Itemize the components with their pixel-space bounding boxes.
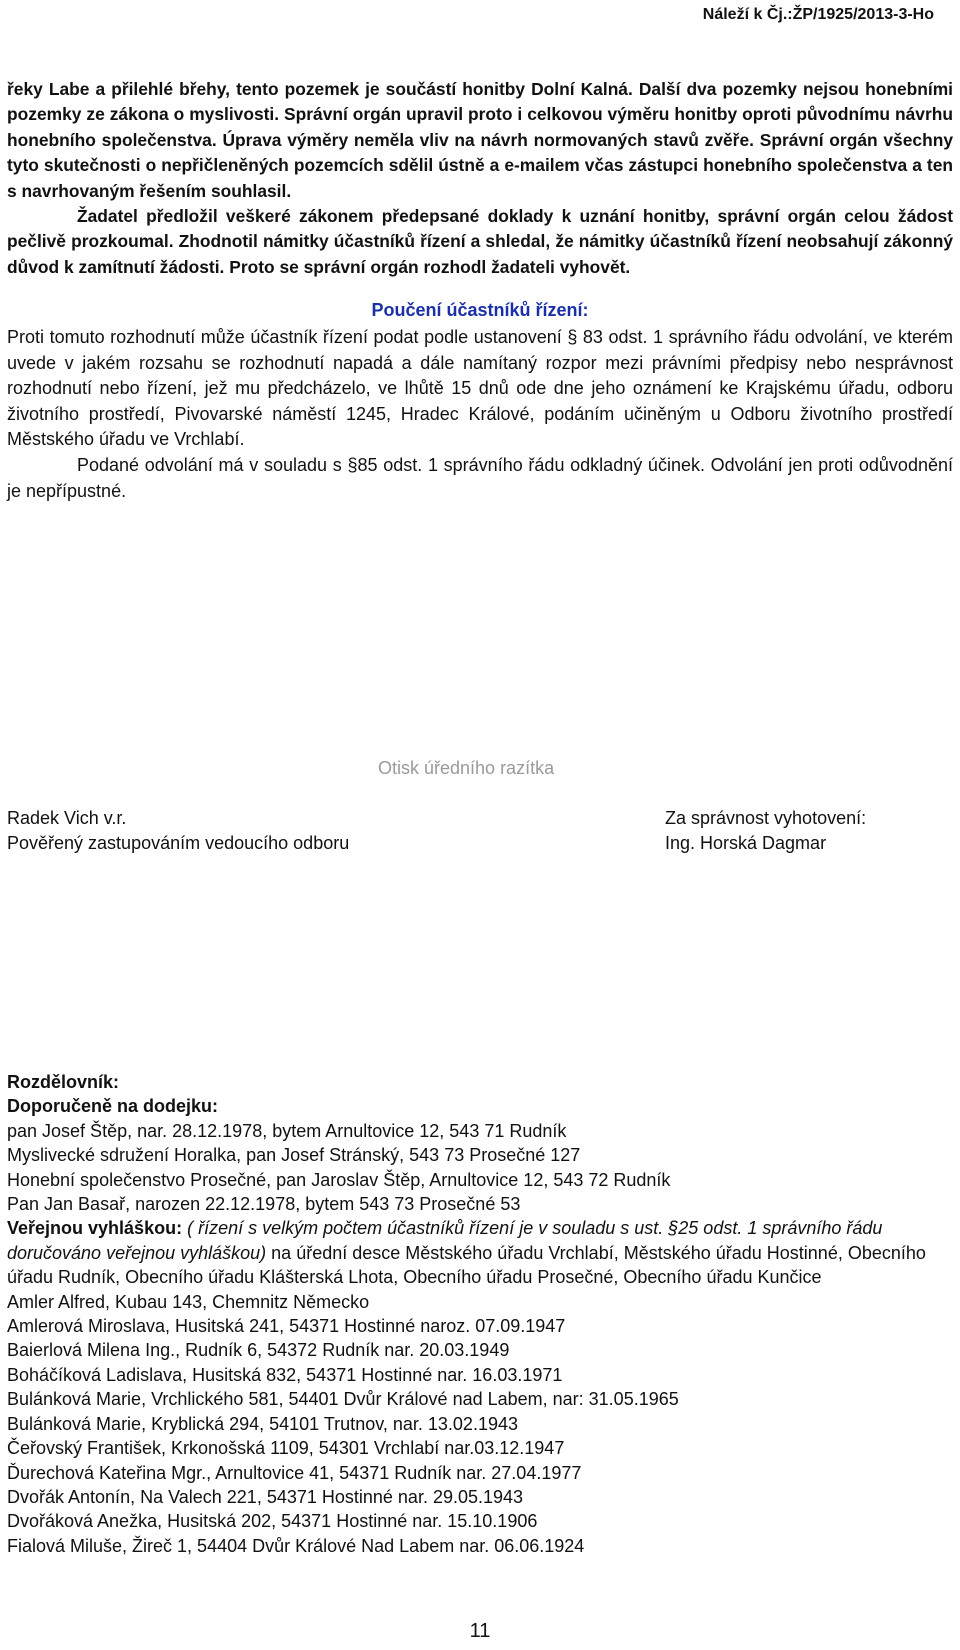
reasoning-paragraph-2: Žadatel předložil veškeré zákonem předepsané doklady k uznání honitby, správní orgán celou žádost pečlivě prozkoumal. Zhodnotil námitky účastníků řízení a shledal, že námitky účastníků řízení neobsahují zákonný důvod k zamítnutí žádosti. Proto se správní orgán rozhodl žadateli vyhovět. <box>7 206 953 277</box>
distribution-list <box>7 1070 953 1558</box>
verifier-name: Ing. Horská Dagmar <box>665 833 827 853</box>
page-number: 11 <box>469 1620 491 1642</box>
appeal-heading: Poučení účastníků řízení: <box>371 300 589 320</box>
verification-label: Za správnost vyhotovení: <box>665 808 867 828</box>
person-item: Baierlová Milena Ing., Rudník 6, 54372 Rudník nar. 20.03.1949 <box>7 1340 510 1361</box>
distribution-title: Rozdělovník: <box>7 1072 120 1092</box>
public-notice <box>7 1216 953 1289</box>
appeal-section <box>7 325 953 504</box>
person-item: Bulánková Marie, Vrchlického 581, 54401 Dvůr Králové nad Labem, nar: 31.05.1965 <box>7 1389 679 1410</box>
registered-item: Pan Jan Basař, narozen 22.12.1978, bytem 543 73 Prosečné 53 <box>7 1194 521 1215</box>
reasoning-paragraph-1: řeky Labe a přilehlé břehy, tento pozemek je součástí honitby Dolní Kalná. Další dva pozemky nejsou honebními pozemky ze zákona o myslivosti. Správní orgán upravil proto i celkovou výměru honitby oproti původnímu návrhu honebního společenstva. Úprava výměry neměla vliv na návrh normovaných stavů zvěře. Správní orgán všechny tyto skutečnosti o nepřičleněných pozemcích sdělil ústně a e-mailem včas zástupci honebního společenstva a ten s navrhovaným řešením souhlasil. <box>7 79 953 201</box>
person-item: Čeřovský František, Krkonošská 1109, 54301 Vrchlabí nar.03.12.1947 <box>7 1438 565 1459</box>
person-item: Dvořák Antonín, Na Valech 221, 54371 Hostinné nar. 29.05.1943 <box>7 1486 524 1507</box>
registered-item: pan Josef Štěp, nar. 28.12.1978, bytem Arnultovice 12, 543 71 Rudník <box>7 1120 567 1141</box>
signature-left <box>7 806 349 856</box>
public-notice-label: Veřejnou vyhláškou: <box>7 1218 183 1239</box>
reasoning-section <box>7 77 953 280</box>
signatory-name: Radek Vich v.r. <box>7 808 127 828</box>
person-item: Bulánková Marie, Kryblická 294, 54101 Trutnov, nar. 13.02.1943 <box>7 1413 518 1434</box>
registered-item: Honební společenstvo Prosečné, pan Jaroslav Štěp, Arnultovice 12, 543 72 Rudník <box>7 1169 671 1190</box>
registered-item: Myslivecké sdružení Horalka, pan Josef Stránský, 543 73 Prosečné 127 <box>7 1145 581 1166</box>
document-reference: Náleží k Čj.:ŽP/1925/2013-3-Ho <box>702 6 934 23</box>
public-notice-boards: na úřední desce Městského úřadu Vrchlabí, Městského úřadu Hostinné, Obecního úřadu Rudník, Obecního úřadu Klášterská Lhota, Obecního úřadu Prosečné, Obecního úřadu Kunčice <box>7 1242 926 1288</box>
stamp-placeholder: Otisk úředního razítka <box>378 758 555 778</box>
appeal-paragraph-2: Podané odvolání má v souladu s §85 odst. 1 správního řádu odkladný účinek. Odvolání jen proti odůvodnění je nepřípustné. <box>7 454 953 501</box>
person-item: Boháčíková Ladislava, Husitská 832, 54371 Hostinné nar. 16.03.1971 <box>7 1364 563 1385</box>
person-item: Amler Alfred, Kubau 143, Chemnitz Německo <box>7 1291 370 1312</box>
person-item: Dvořáková Anežka, Husitská 202, 54371 Hostinné nar. 15.10.1906 <box>7 1511 538 1532</box>
person-item: Amlerová Miroslava, Husitská 241, 54371 Hostinné naroz. 07.09.1947 <box>7 1316 566 1337</box>
person-item: Fialová Miluše, Žireč 1, 54404 Dvůr Králové Nad Labem nar. 06.06.1924 <box>7 1535 585 1556</box>
person-item: Ďurechová Kateřina Mgr., Arnultovice 41, 54371 Rudník nar. 27.04.1977 <box>7 1462 582 1483</box>
registered-title: Doporučeně na dodejku: <box>7 1096 219 1117</box>
appeal-paragraph-1: Proti tomuto rozhodnutí může účastník řízení podat podle ustanovení § 83 odst. 1 správního řádu odvolání, ve kterém uvede v jakém rozsahu se rozhodnutí napadá a dále namítaný rozpor mezi právními předpisy nebo nesprávnost rozhodnutí nebo řízení, jež mu předcházelo, ve lhůtě 15 dnů ode dne jeho oznámení ke Krajskému úřadu, odboru životního prostředí, Pivovarské náměstí 1245, Hradec Králové, podáním učiněným u Odboru životního prostředí Městského úřadu ve Vrchlabí. <box>7 327 953 450</box>
signature-right <box>665 806 866 856</box>
signatory-role: Pověřený zastupováním vedoucího odboru <box>7 833 350 853</box>
public-notice-note: ( řízení s velkým počtem účastníků řízení je v souladu s ust. §25 odst. 1 správního řádu doručováno veřejnou vyhláškou) <box>7 1218 883 1263</box>
